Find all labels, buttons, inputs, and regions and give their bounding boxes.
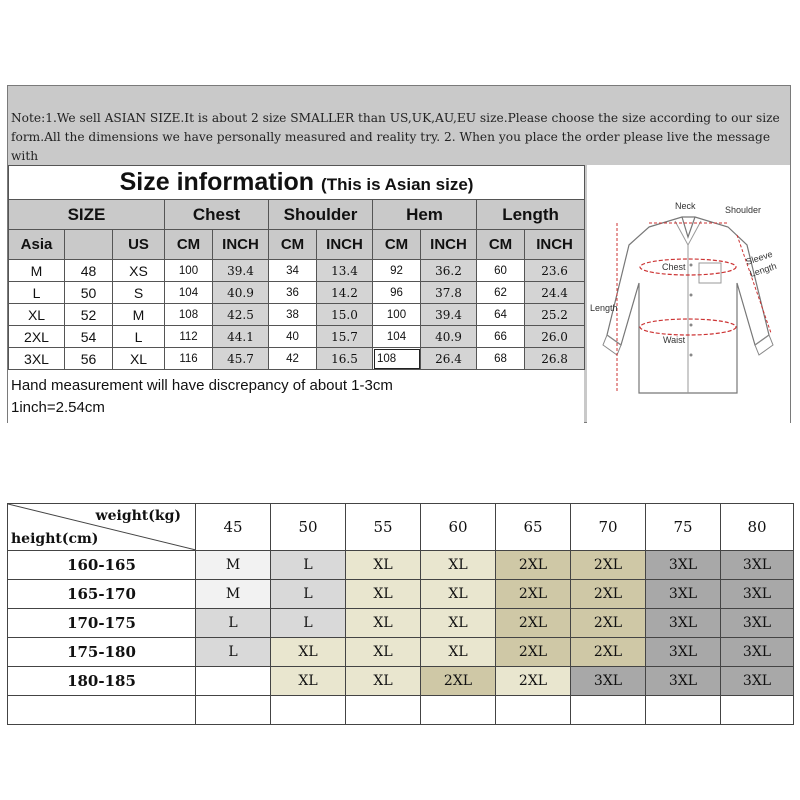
size-subheader: CM xyxy=(165,230,213,260)
size-cell: 100 xyxy=(165,260,213,282)
size-note: Note:1.We sell ASIAN SIZE.It is about 2 size SMALLER than US,UK,AU,EU size.Please choose the size according to our size form.All the dimensions we have personally measured and reality try. 2. When you place the order please live the message with xyxy=(11,111,780,163)
size-recommendation-cell: 2XL xyxy=(571,609,646,638)
size-cell: 38 xyxy=(269,304,317,326)
size-recommendation-cell: L xyxy=(271,609,346,638)
size-row xyxy=(9,260,585,282)
size-recommendation-cell: XL xyxy=(421,580,496,609)
size-cell: 14.2 xyxy=(317,282,373,304)
size-table-panel xyxy=(8,165,584,423)
weight-header: 55 xyxy=(346,504,421,551)
size-cell: XS xyxy=(113,260,165,282)
weight-height-empty-row xyxy=(8,696,794,725)
size-subheader: INCH xyxy=(421,230,477,260)
size-recommendation-cell: 3XL xyxy=(646,638,721,667)
size-cell: 116 xyxy=(165,348,213,370)
height-label: 175-180 xyxy=(8,638,196,667)
empty-cell xyxy=(346,696,421,725)
size-cell: 42.5 xyxy=(213,304,269,326)
size-table-title: Size information (This is Asian size) xyxy=(9,166,585,200)
size-recommendation-cell: 3XL xyxy=(646,580,721,609)
size-cell: 62 xyxy=(477,282,525,304)
size-table xyxy=(8,165,585,370)
shirt-illustration xyxy=(587,165,790,423)
size-subheader: US xyxy=(113,230,165,260)
label-length: Length xyxy=(590,303,618,313)
weight-header: 75 xyxy=(646,504,721,551)
size-recommendation-cell: 2XL xyxy=(496,609,571,638)
size-cell: 100 xyxy=(373,304,421,326)
height-label: 165-170 xyxy=(8,580,196,609)
weight-height-row xyxy=(8,609,794,638)
size-cell: 40.9 xyxy=(421,326,477,348)
size-recommendation-cell: XL xyxy=(346,609,421,638)
size-recommendation-cell: 2XL xyxy=(496,580,571,609)
size-cell: 108 xyxy=(165,304,213,326)
empty-cell xyxy=(8,696,196,725)
size-cell: 26.0 xyxy=(525,326,585,348)
size-cell: 40 xyxy=(269,326,317,348)
weight-header: 65 xyxy=(496,504,571,551)
size-cell: 64 xyxy=(477,304,525,326)
weight-height-row xyxy=(8,638,794,667)
size-subheader: CM xyxy=(477,230,525,260)
size-cell: M xyxy=(113,304,165,326)
height-label: 170-175 xyxy=(8,609,196,638)
empty-cell xyxy=(571,696,646,725)
size-cell: 39.4 xyxy=(421,304,477,326)
size-subheader: Asia xyxy=(9,230,65,260)
label-shoulder: Shoulder xyxy=(725,205,762,215)
size-recommendation-cell: XL xyxy=(421,638,496,667)
size-row xyxy=(9,348,585,370)
weight-height-row xyxy=(8,551,794,580)
size-cell: 15.7 xyxy=(317,326,373,348)
size-cell: 37.8 xyxy=(421,282,477,304)
size-group-header: SIZE xyxy=(9,200,165,230)
weight-height-row xyxy=(8,667,794,696)
weight-header: 45 xyxy=(196,504,271,551)
label-neck: Neck xyxy=(675,201,696,211)
size-cell: 45.7 xyxy=(213,348,269,370)
size-subheader: INCH xyxy=(525,230,585,260)
label-sleeve-length: Length xyxy=(748,260,778,279)
size-recommendation-cell: 3XL xyxy=(721,551,794,580)
empty-cell xyxy=(196,696,271,725)
size-recommendation-cell: 3XL xyxy=(721,667,794,696)
empty-cell xyxy=(421,696,496,725)
weight-header: 60 xyxy=(421,504,496,551)
weight-height-row xyxy=(8,580,794,609)
size-recommendation-cell: 2XL xyxy=(496,667,571,696)
size-cell: 44.1 xyxy=(213,326,269,348)
size-recommendation-cell: XL xyxy=(346,551,421,580)
size-recommendation-cell: 3XL xyxy=(646,609,721,638)
size-recommendation-cell: XL xyxy=(421,609,496,638)
size-recommendation-cell: 3XL xyxy=(721,638,794,667)
size-subheader: CM xyxy=(373,230,421,260)
size-cell: 104 xyxy=(373,326,421,348)
size-cell: 36 xyxy=(269,282,317,304)
label-sleeve: Sleeve xyxy=(744,248,774,267)
size-cell: 92 xyxy=(373,260,421,282)
size-cell: 108 xyxy=(373,348,421,370)
size-recommendation-cell: 3XL xyxy=(721,609,794,638)
size-recommendation-cell: XL xyxy=(271,667,346,696)
size-recommendation-cell: L xyxy=(196,609,271,638)
size-recommendation-cell: 2XL xyxy=(571,580,646,609)
size-recommendation-cell: L xyxy=(271,580,346,609)
size-cell: 3XL xyxy=(9,348,65,370)
size-cell: 52 xyxy=(65,304,113,326)
weight-height-table xyxy=(7,503,794,725)
height-label: 180-185 xyxy=(8,667,196,696)
empty-cell xyxy=(271,696,346,725)
size-subheader: INCH xyxy=(213,230,269,260)
size-recommendation-cell: 2XL xyxy=(496,638,571,667)
size-recommendation-cell: L xyxy=(196,638,271,667)
size-cell: 40.9 xyxy=(213,282,269,304)
size-recommendation-cell xyxy=(196,667,271,696)
size-cell: 16.5 xyxy=(317,348,373,370)
size-cell: 104 xyxy=(165,282,213,304)
size-cell: 26.8 xyxy=(525,348,585,370)
size-cell: S xyxy=(113,282,165,304)
size-recommendation-cell: 3XL xyxy=(646,667,721,696)
size-recommendation-cell: XL xyxy=(271,638,346,667)
shirt-diagram xyxy=(587,165,790,423)
size-cell: 2XL xyxy=(9,326,65,348)
size-recommendation-cell: XL xyxy=(421,551,496,580)
size-subheader: INCH xyxy=(317,230,373,260)
weight-header: 70 xyxy=(571,504,646,551)
size-group-header: Hem xyxy=(373,200,477,230)
size-group-header: Length xyxy=(477,200,585,230)
size-cell: 26.4 xyxy=(421,348,477,370)
size-recommendation-cell: XL xyxy=(346,667,421,696)
size-cell: 34 xyxy=(269,260,317,282)
size-cell: 39.4 xyxy=(213,260,269,282)
size-cell: XL xyxy=(113,348,165,370)
size-cell: 50 xyxy=(65,282,113,304)
size-recommendation-cell: 2XL xyxy=(421,667,496,696)
size-recommendation-cell: 3XL xyxy=(646,551,721,580)
size-footnote: Hand measurement will have discrepancy of about 1-3cm 1inch=2.54cm xyxy=(11,377,393,416)
size-subheader: CM xyxy=(269,230,317,260)
size-cell: XL xyxy=(9,304,65,326)
size-recommendation-cell: 2XL xyxy=(571,638,646,667)
empty-cell xyxy=(646,696,721,725)
size-cell: 23.6 xyxy=(525,260,585,282)
size-cell: 25.2 xyxy=(525,304,585,326)
size-cell: 56 xyxy=(65,348,113,370)
size-cell: 36.2 xyxy=(421,260,477,282)
size-recommendation-cell: XL xyxy=(346,638,421,667)
size-row xyxy=(9,326,585,348)
size-chart-panel xyxy=(7,85,791,423)
label-waist: Waist xyxy=(663,335,686,345)
size-recommendation-cell: 3XL xyxy=(721,580,794,609)
size-cell: 42 xyxy=(269,348,317,370)
size-recommendation-cell: 2XL xyxy=(496,551,571,580)
weight-header: 80 xyxy=(721,504,794,551)
size-cell: 54 xyxy=(65,326,113,348)
size-cell: 96 xyxy=(373,282,421,304)
weight-height-corner: weight(kg) height(cm) xyxy=(8,504,196,551)
size-recommendation-cell: M xyxy=(196,551,271,580)
size-cell: 66 xyxy=(477,326,525,348)
size-recommendation-cell: 3XL xyxy=(571,667,646,696)
size-recommendation-cell: XL xyxy=(346,580,421,609)
empty-cell xyxy=(496,696,571,725)
size-cell: L xyxy=(113,326,165,348)
size-row xyxy=(9,282,585,304)
weight-header: 50 xyxy=(271,504,346,551)
size-recommendation-cell: 2XL xyxy=(571,551,646,580)
size-cell: M xyxy=(9,260,65,282)
size-cell: 13.4 xyxy=(317,260,373,282)
size-group-header: Chest xyxy=(165,200,269,230)
size-cell: 68 xyxy=(477,348,525,370)
size-cell: 112 xyxy=(165,326,213,348)
label-chest: Chest xyxy=(662,262,686,272)
height-label: 160-165 xyxy=(8,551,196,580)
size-cell: 48 xyxy=(65,260,113,282)
size-cell: 24.4 xyxy=(525,282,585,304)
size-group-header: Shoulder xyxy=(269,200,373,230)
size-cell: L xyxy=(9,282,65,304)
size-recommendation-cell: L xyxy=(271,551,346,580)
size-row xyxy=(9,304,585,326)
size-subheader xyxy=(65,230,113,260)
size-cell: 15.0 xyxy=(317,304,373,326)
size-recommendation-cell: M xyxy=(196,580,271,609)
empty-cell xyxy=(721,696,794,725)
size-cell: 60 xyxy=(477,260,525,282)
